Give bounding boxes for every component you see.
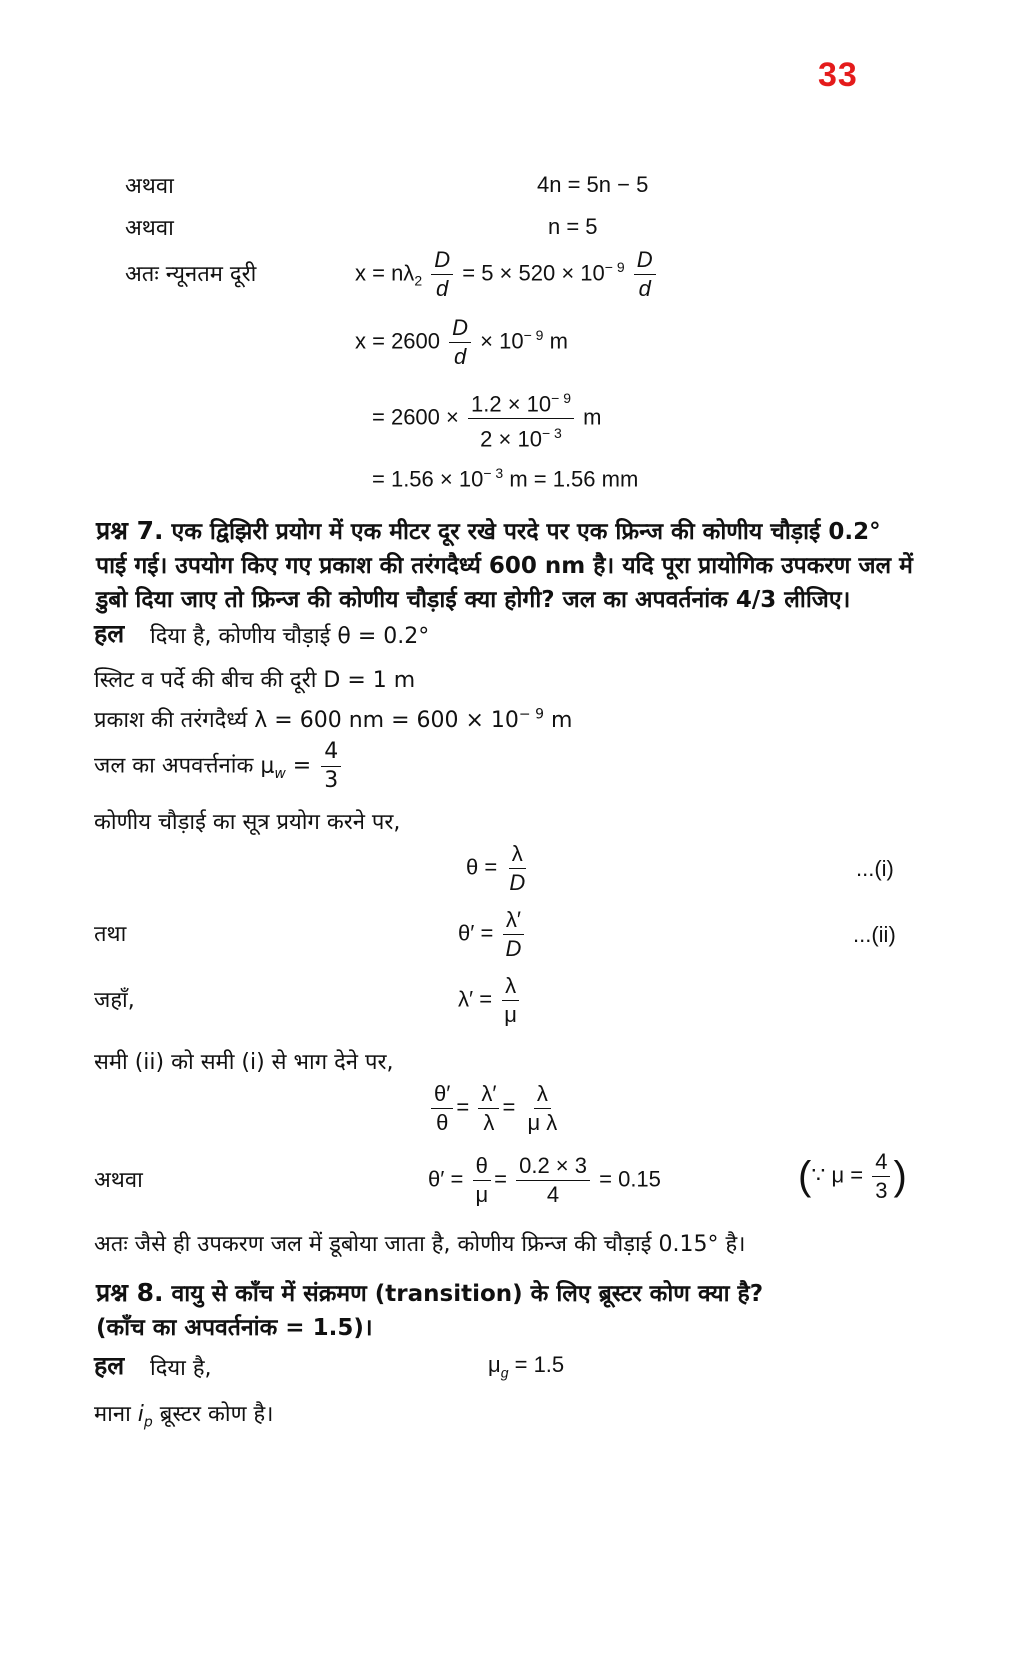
tatha-label: तथा bbox=[94, 922, 127, 947]
line-label-athva-2: अथवा bbox=[125, 216, 174, 241]
equation-i: θ = $\frac{\lambda}{D}$ bbox=[466, 841, 526, 895]
mu-glass: $\mu_g = 1.5$ bbox=[488, 1352, 565, 1381]
refractive-index-water: जल का अपवर्त्तनांक $\mu_w$ = $\frac{4}{3}$ bbox=[94, 738, 344, 795]
question-7: प्रश्न 7. एक द्विझिरी प्रयोग में एक मीटर दूर रखे परदे पर एक फ्रिन्ज की कोणीय चौड़ाई 0.2° पाई गई। उपयोग किए गए प्रकाश की तरंगदैर्ध्य 600 nm है। यदि पूरा प्रायोगिक उपकरण जल में डुबो दिया जाए तो फ्रिन्ज की कोणीय चौड़ाई क्या होगी? जल का अपवर्तनांक 4/3 लीजिए। bbox=[96, 516, 913, 613]
solution-7-label: हल bbox=[94, 619, 125, 648]
equation-ratio: $\frac{\theta'}{\theta}$ = $\frac{\lambda'}{\lambda}$ = $\frac{\lambda}{\text{μ λ}}$ bbox=[428, 1080, 563, 1137]
equation-i-tag: ...(i) bbox=[856, 856, 894, 881]
solution-8-label: हल bbox=[94, 1351, 125, 1380]
divide-statement: समी (ii) को समी (i) से भाग देने पर, bbox=[94, 1050, 394, 1075]
equation-final: θ′ = $\frac{\theta}{\mu}$ = $\frac{0.2 \times 3}{4}$ = 0.15 bbox=[428, 1153, 661, 1207]
solution-7-conclusion: अतः जैसे ही उपकरण जल में डूबोया जाता है, कोणीय फ्रिन्ज की चौड़ाई 0.15° है। bbox=[94, 1232, 746, 1257]
brewster-angle-line: माना $i_p$ ब्रूस्टर कोण है। bbox=[94, 1402, 274, 1431]
athva-label-2: अथवा bbox=[94, 1168, 143, 1193]
equation-n5: n = 5 bbox=[548, 214, 598, 239]
equation-result: = $1.56 \times 10^{- 3}$ m = 1.56 mm bbox=[372, 465, 639, 492]
equation-min-distance: $x = n\lambda_2$ $\frac{D}{d}$ = $5 \times 520 \times 10^{- 9}$ $\frac{D}{d}$ bbox=[355, 246, 659, 303]
min-distance-label: अतः न्यूनतम दूरी bbox=[125, 262, 257, 287]
slit-distance: स्लिट व पर्दे की बीच की दूरी D = 1 m bbox=[94, 668, 416, 693]
question-8: प्रश्न 8. वायु से काँच में संक्रमण (transition) के लिए ब्रूस्टर कोण क्या है? (काँच का अपवर्तनांक = 1.5)। bbox=[96, 1278, 764, 1341]
equation-lambda-prime: λ′ = $\frac{\lambda}{\mu}$ bbox=[458, 972, 523, 1029]
solution-8-given: दिया है, bbox=[150, 1356, 212, 1381]
equation-x-2600: x = 2600 $\frac{D}{d}$ × $10^{- 9}$ m bbox=[355, 315, 568, 369]
formula-intro: कोणीय चौड़ाई का सूत्र प्रयोग करने पर, bbox=[94, 810, 401, 835]
line-label-athva-1: अथवा bbox=[125, 174, 174, 199]
equation-4n: 4n = 5n − 5 bbox=[537, 172, 649, 197]
equation-substitution: = 2600 × $\frac{1.2 \times 10^{- 9}}{2 \times 10^{- 3}}$ m bbox=[372, 384, 601, 454]
question-7-label: प्रश्न 7. bbox=[96, 516, 164, 545]
question-8-label: प्रश्न 8. bbox=[96, 1278, 164, 1307]
equation-ii-tag: ...(ii) bbox=[853, 922, 896, 947]
equation-ii: θ′ = $\frac{\lambda'}{D}$ bbox=[458, 906, 527, 963]
page-number: 33 bbox=[818, 56, 858, 94]
jahan-label: जहाँ, bbox=[94, 988, 135, 1013]
wavelength-line: प्रकाश की तरंगदैर्ध्य λ = 600 nm = $600 \times 10^{- 9}$ m bbox=[94, 706, 573, 733]
because-note: (∵ μ = $\frac{4}{3}$ ) bbox=[798, 1149, 907, 1203]
solution-7-given: दिया है, कोणीय चौड़ाई θ = 0.2° bbox=[150, 624, 430, 649]
